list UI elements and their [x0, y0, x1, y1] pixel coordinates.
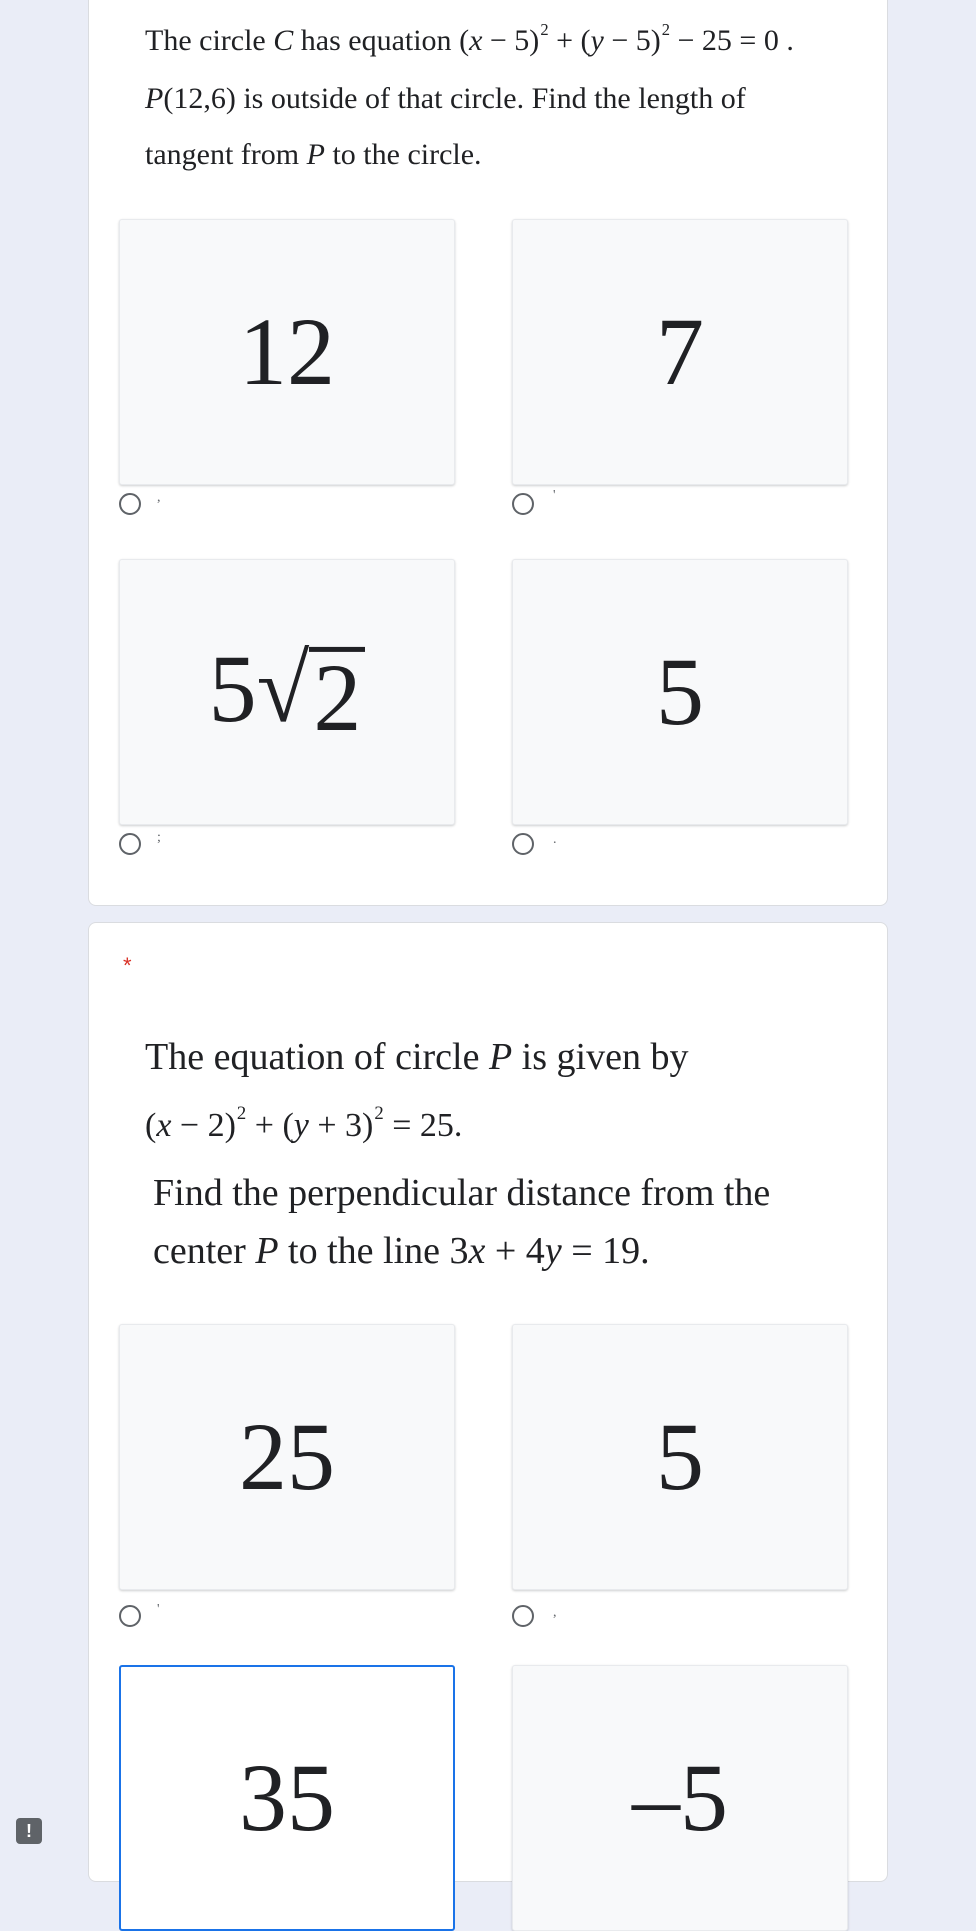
option-image-q2-c[interactable]: 35 [119, 1665, 455, 1931]
question1-line2: P(12,6) is outside of that circle. Find the length of [145, 82, 746, 115]
radio-q1-d[interactable] [512, 833, 534, 855]
option-image-q2-b[interactable]: 5 [512, 1324, 848, 1590]
radio-q2-b[interactable] [512, 1605, 534, 1627]
radio-q1-a[interactable] [119, 493, 141, 515]
question2-equation: $(x - 2)^2 + (y + 3)^2 = 25$. [145, 1103, 463, 1144]
radio-q1-c[interactable] [119, 833, 141, 855]
radio-q1-b[interactable] [512, 493, 534, 515]
option-image-q2-a[interactable]: 25 [119, 1324, 455, 1590]
question-card-2: * The equation of circle P is given by $(x - 2)^2 + (y + 3)^2 = 25$. Find the perpendicular distance from the center P to the line 3x + 4y = 19. 25 ' 5 , 35 –5 [88, 922, 888, 1882]
option-image-q1-c[interactable] [119, 559, 455, 825]
question2-line4: center P to the line 3x + 4y = 19. [153, 1230, 650, 1272]
question1-line3: tangent from P to the circle. [145, 138, 482, 171]
sqrt-expression: 5 √ 2 [120, 641, 454, 743]
alert-icon[interactable]: ! [16, 1818, 42, 1844]
option-image-q1-d[interactable]: 5 [512, 559, 848, 825]
question-card-1: The circle C has equation $(x - 5)^2 + (y - 5)^2 - 25 = 0$ . P(12,6) is outside of that circle. Find the length of tangent from P to the circle. 12 , 7 ' 5 √ 2 ; 5 . [88, 0, 888, 906]
question2-line3: Find the perpendicular distance from the [153, 1172, 771, 1214]
required-asterisk: * [123, 953, 132, 978]
radio-q2-a[interactable] [119, 1605, 141, 1627]
option-image-q1-a[interactable]: 12 [119, 219, 455, 485]
option-image-q1-b[interactable]: 7 [512, 219, 848, 485]
question1-line1: The circle C has equation $(x - 5)^2 + (y - 5)^2 - 25 = 0$ . [145, 20, 794, 57]
option-image-q2-d[interactable]: –5 [512, 1665, 848, 1931]
question2-line1: The equation of circle P is given by [145, 1036, 689, 1078]
